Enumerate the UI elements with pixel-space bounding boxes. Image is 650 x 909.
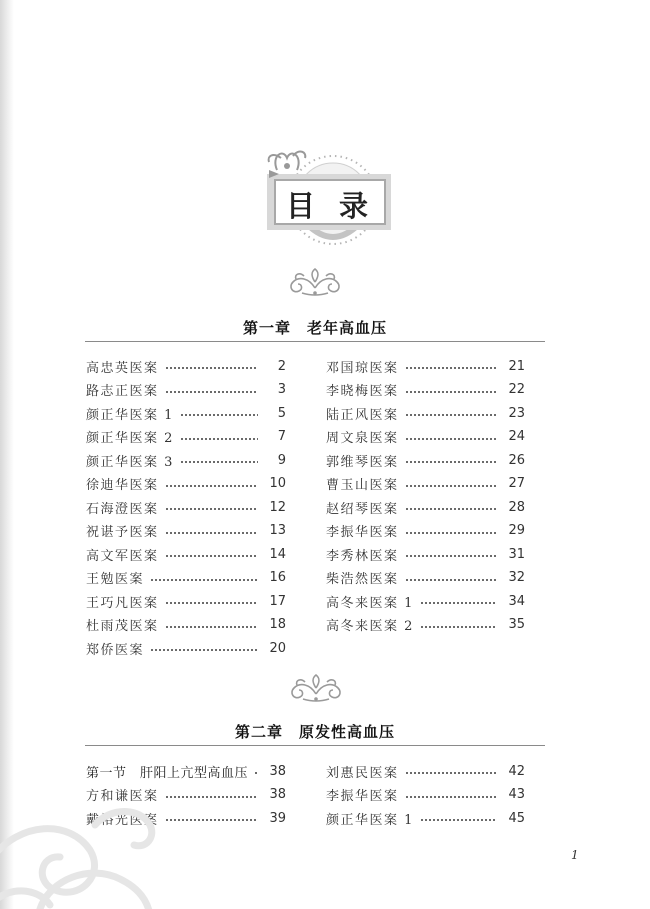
toc-page-number: 35 bbox=[508, 617, 525, 632]
toc-page-number: 38 bbox=[269, 763, 286, 779]
flourish-ornament-icon bbox=[283, 672, 349, 702]
toc-entry-label: 高文军医案 bbox=[86, 548, 159, 564]
toc-page-number: 17 bbox=[269, 593, 286, 609]
toc-entry-label: 郑侨医案 bbox=[86, 642, 145, 658]
toc-entry-label: 方和谦医案 bbox=[86, 789, 159, 804]
toc-entry[interactable] bbox=[86, 638, 286, 658]
toc-entry-label: 颜正华医案 2 bbox=[86, 431, 174, 446]
toc-page-number: 45 bbox=[508, 810, 525, 826]
toc-entry[interactable] bbox=[326, 591, 525, 611]
toc-entry-label: 陆正风医案 bbox=[326, 407, 399, 423]
leader-dots bbox=[405, 414, 497, 416]
toc-page-number: 9 bbox=[277, 452, 286, 468]
flourish-ornament-icon bbox=[282, 266, 348, 296]
toc-page-number: 7 bbox=[277, 429, 286, 444]
leader-dots bbox=[165, 626, 258, 628]
toc-entry[interactable] bbox=[326, 568, 525, 588]
toc-page-number: 23 bbox=[508, 405, 525, 421]
toc-entry-label: 高冬来医案 2 bbox=[326, 619, 414, 634]
toc-entry[interactable] bbox=[86, 356, 286, 376]
leader-dots bbox=[405, 796, 497, 798]
toc-entry-label: 王巧凡医案 bbox=[86, 595, 159, 611]
toc-entry-label: 柴浩然医案 bbox=[326, 572, 399, 587]
leader-dots bbox=[405, 508, 497, 510]
leader-dots bbox=[180, 414, 258, 416]
toc-entry[interactable] bbox=[86, 427, 286, 447]
toc-entry-label: 路志正医案 bbox=[86, 384, 159, 399]
toc-page-number: 43 bbox=[508, 787, 525, 802]
toc-entry[interactable] bbox=[326, 427, 525, 447]
leader-dots bbox=[420, 602, 497, 604]
toc-entry[interactable] bbox=[326, 544, 525, 564]
toc-page-number: 38 bbox=[269, 787, 286, 802]
toc-entry[interactable] bbox=[86, 497, 286, 517]
toc-entry[interactable] bbox=[326, 474, 525, 494]
toc-section-entry[interactable] bbox=[86, 761, 286, 781]
toc-entry[interactable] bbox=[326, 761, 525, 781]
toc-entry[interactable] bbox=[86, 474, 286, 494]
page-edge-shadow bbox=[0, 0, 14, 909]
toc-entry[interactable] bbox=[86, 591, 286, 611]
leader-dots bbox=[180, 461, 258, 463]
chapter-heading: 第一章 老年高血压 bbox=[242, 319, 387, 337]
toc-page-number: 12 bbox=[269, 499, 286, 515]
toc-entry-label: 李振华医案 bbox=[326, 525, 399, 540]
toc-page-number: 3 bbox=[277, 382, 286, 397]
cloud-swirl-watermark-icon bbox=[0, 800, 200, 909]
leader-dots bbox=[165, 508, 258, 510]
toc-entry-label: 颜正华医案 1 bbox=[86, 407, 174, 423]
toc-entry-label: 第一节 肝阳上亢型高血压 bbox=[86, 765, 249, 781]
toc-entry-label: 戴裕光医案 bbox=[86, 812, 159, 828]
leader-dots bbox=[165, 532, 258, 534]
toc-entry-label: 杜雨茂医案 bbox=[86, 619, 159, 634]
toc-page-number: 39 bbox=[269, 810, 286, 826]
toc-entry-label: 周文泉医案 bbox=[326, 431, 399, 446]
toc-entry[interactable] bbox=[86, 380, 286, 400]
toc-entry[interactable] bbox=[326, 450, 525, 470]
page-title bbox=[273, 184, 383, 224]
toc-entry[interactable] bbox=[86, 521, 286, 541]
toc-entry-label: 王勉医案 bbox=[86, 572, 145, 587]
leader-dots bbox=[405, 772, 497, 774]
leader-dots bbox=[405, 579, 497, 581]
leader-dots bbox=[405, 391, 497, 393]
page-number: 1 bbox=[571, 848, 579, 862]
leader-dots bbox=[405, 367, 497, 369]
toc-page-number: 29 bbox=[508, 523, 525, 538]
toc-page-number: 21 bbox=[508, 358, 525, 374]
toc-entry-label: 石海澄医案 bbox=[86, 501, 159, 517]
leader-dots bbox=[165, 367, 258, 369]
chapter-rule bbox=[85, 341, 545, 342]
leader-dots bbox=[150, 579, 258, 581]
toc-page-number: 20 bbox=[269, 640, 286, 656]
toc-page-number: 2 bbox=[277, 358, 286, 374]
title-char-1: 目 bbox=[285, 188, 317, 223]
leader-dots bbox=[405, 532, 497, 534]
toc-page-number: 18 bbox=[269, 617, 286, 632]
toc-entry-label: 祝谌予医案 bbox=[86, 525, 159, 540]
leader-dots bbox=[180, 438, 258, 440]
toc-page-number: 22 bbox=[508, 382, 525, 397]
leader-dots bbox=[405, 555, 497, 557]
toc-entry-label: 颜正华医案 3 bbox=[86, 454, 174, 470]
toc-page-number: 26 bbox=[508, 452, 525, 468]
leader-dots bbox=[165, 555, 258, 557]
toc-entry-label: 李晓梅医案 bbox=[326, 384, 399, 399]
leader-dots bbox=[420, 819, 497, 821]
toc-entry-label: 高忠英医案 bbox=[86, 360, 159, 376]
toc-entry[interactable] bbox=[326, 403, 525, 423]
toc-entry[interactable] bbox=[86, 403, 286, 423]
leader-dots bbox=[165, 602, 258, 604]
toc-page-number: 5 bbox=[277, 405, 286, 421]
toc-entry-label: 赵绍琴医案 bbox=[326, 501, 399, 517]
toc-entry[interactable] bbox=[86, 450, 286, 470]
toc-entry-label: 李振华医案 bbox=[326, 789, 399, 804]
chapter-heading: 第二章 原发性高血压 bbox=[234, 723, 395, 741]
toc-entry-label: 高冬来医案 1 bbox=[326, 595, 414, 611]
leader-dots bbox=[405, 485, 497, 487]
toc-entry-label: 徐迪华医案 bbox=[86, 478, 159, 493]
toc-page-number: 16 bbox=[269, 570, 286, 585]
leader-dots bbox=[254, 772, 258, 774]
toc-entry[interactable] bbox=[86, 544, 286, 564]
leader-dots bbox=[165, 485, 258, 487]
leader-dots bbox=[165, 796, 258, 798]
title-char-2: 录 bbox=[339, 188, 371, 223]
toc-page-number: 13 bbox=[269, 523, 286, 538]
leader-dots bbox=[165, 391, 258, 393]
toc-entry[interactable] bbox=[326, 808, 525, 828]
toc-entry-label: 李秀林医案 bbox=[326, 548, 399, 564]
leader-dots bbox=[405, 438, 497, 440]
leader-dots bbox=[420, 626, 497, 628]
toc-page-number: 10 bbox=[269, 476, 286, 491]
toc-entry[interactable] bbox=[326, 785, 525, 805]
toc-entry[interactable] bbox=[326, 356, 525, 376]
toc-page-number: 31 bbox=[508, 546, 525, 562]
toc-page-number: 34 bbox=[508, 593, 525, 609]
toc-entry-label: 邓国琼医案 bbox=[326, 360, 399, 376]
toc-entry-label: 郭维琴医案 bbox=[326, 454, 399, 470]
toc-entry[interactable] bbox=[326, 521, 525, 541]
toc-page-number: 14 bbox=[269, 546, 286, 562]
toc-entry-label: 颜正华医案 1 bbox=[326, 812, 414, 828]
leader-dots bbox=[150, 649, 258, 651]
toc-page-number: 28 bbox=[508, 499, 525, 515]
toc-entry[interactable] bbox=[326, 497, 525, 517]
toc-page-number: 24 bbox=[508, 429, 525, 444]
toc-entry[interactable] bbox=[326, 380, 525, 400]
toc-page-number: 42 bbox=[508, 763, 525, 779]
toc-entry-label: 曹玉山医案 bbox=[326, 478, 399, 493]
toc-page-number: 27 bbox=[508, 476, 525, 491]
leader-dots bbox=[405, 461, 497, 463]
chapter-rule bbox=[85, 745, 545, 746]
toc-entry-label: 刘惠民医案 bbox=[326, 765, 399, 781]
toc-entry[interactable] bbox=[86, 568, 286, 588]
toc-entry[interactable] bbox=[326, 615, 525, 635]
toc-entry[interactable] bbox=[86, 615, 286, 635]
toc-page-number: 32 bbox=[508, 570, 525, 585]
